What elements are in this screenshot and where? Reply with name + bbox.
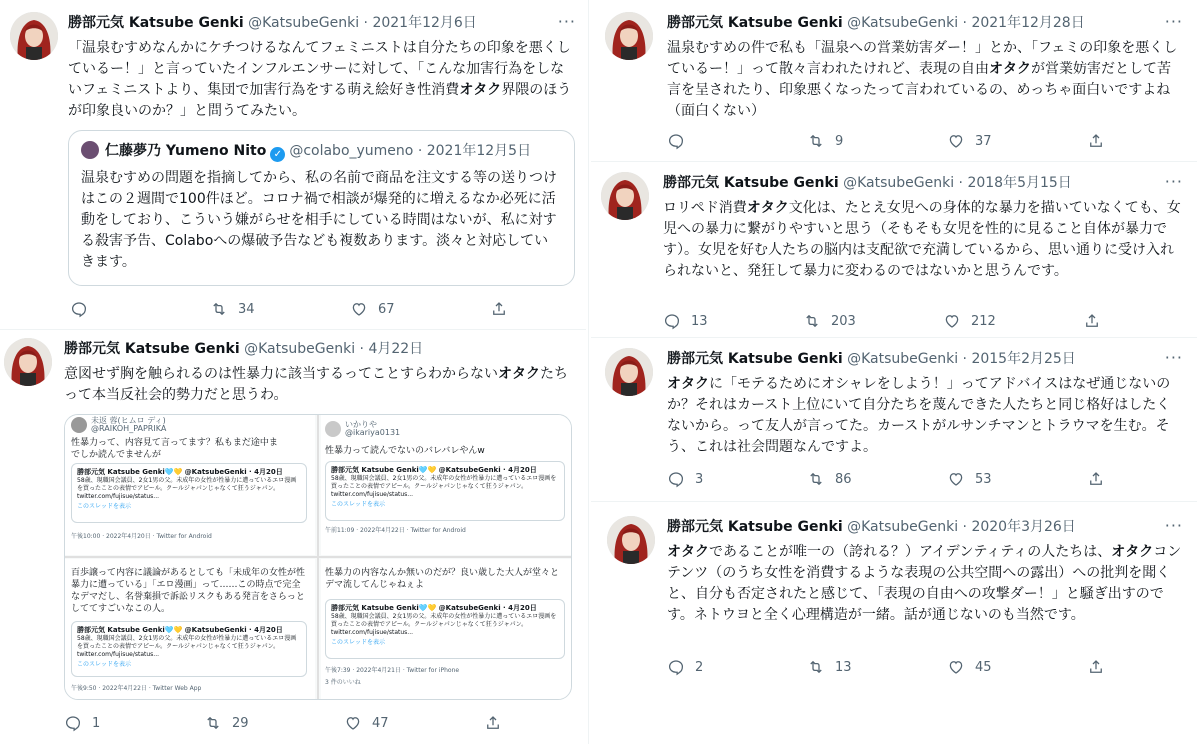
like-count: 53 bbox=[975, 471, 992, 487]
tweet-4[interactable] bbox=[591, 162, 1197, 338]
avatar[interactable] bbox=[607, 516, 655, 564]
like-icon bbox=[344, 714, 362, 732]
quote-tweet[interactable] bbox=[68, 130, 575, 286]
tweet-header bbox=[64, 340, 576, 358]
author-handle[interactable]: @KatsubeGenki bbox=[244, 341, 356, 357]
retweet-icon bbox=[803, 312, 821, 330]
reply-icon bbox=[667, 470, 685, 488]
text-part: たちって本当反社会的勢力だと思うわ。 bbox=[64, 366, 568, 403]
tweet-actions bbox=[667, 658, 1115, 676]
author-name[interactable]: 勝部元気 Katsube Genki bbox=[663, 175, 839, 191]
tweet-1[interactable] bbox=[0, 0, 586, 330]
like-button[interactable] bbox=[947, 132, 1087, 150]
author-name[interactable]: 勝部元気 Katsube Genki bbox=[667, 15, 843, 31]
screenshot-quote-text: 58歳、現職国会議員、2女1男の父。未成年の女性が性暴力に遭っているエロ漫画を買ったことの表情でアピール。クールジャパンじゃなくて狂うジャパン。twitter.com/fujisue/status... bbox=[331, 475, 557, 498]
like-icon bbox=[943, 312, 961, 330]
retweet-button[interactable] bbox=[803, 312, 943, 330]
reply-button[interactable] bbox=[70, 300, 210, 318]
reply-count: 13 bbox=[691, 313, 708, 329]
author-name[interactable]: 勝部元気 Katsube Genki bbox=[68, 15, 244, 31]
screenshot-quote-header: 勝部元気 Katsube Genki🩵💛 @KatsubeGenki · 4月20日 bbox=[77, 626, 283, 634]
screenshot-handle: @RAIKOH_PAPRIKA bbox=[91, 424, 167, 433]
separator-dot: · bbox=[958, 175, 963, 191]
share-button[interactable] bbox=[1087, 658, 1115, 676]
tweet-2[interactable] bbox=[0, 330, 586, 744]
right-column bbox=[591, 0, 1197, 744]
avatar[interactable] bbox=[605, 348, 653, 396]
reply-button[interactable] bbox=[667, 470, 807, 488]
separator-dot: · bbox=[962, 351, 967, 367]
tweet-actions bbox=[667, 132, 1115, 150]
tweet-text bbox=[663, 198, 1183, 282]
tweet-actions bbox=[64, 714, 512, 732]
tweet-actions bbox=[667, 470, 1115, 488]
tweet-header bbox=[667, 14, 1183, 32]
share-button[interactable] bbox=[1087, 470, 1115, 488]
avatar[interactable] bbox=[605, 12, 653, 60]
text-highlight: オタク bbox=[1111, 544, 1154, 560]
more-icon[interactable]: ··· bbox=[1164, 12, 1183, 31]
screenshot-quote bbox=[325, 461, 565, 521]
retweet-count: 13 bbox=[835, 659, 852, 675]
embedded-screenshot-1 bbox=[65, 415, 315, 555]
tweet-date[interactable]: 2018年5月15日 bbox=[967, 175, 1072, 191]
retweet-count: 86 bbox=[835, 471, 852, 487]
tweet-text bbox=[667, 38, 1183, 122]
separator-dot: · bbox=[962, 15, 967, 31]
retweet-count: 203 bbox=[831, 313, 856, 329]
author-name[interactable]: 勝部元気 Katsube Genki bbox=[667, 519, 843, 535]
column-divider bbox=[588, 0, 589, 744]
share-icon bbox=[1087, 132, 1105, 150]
retweet-icon bbox=[807, 658, 825, 676]
retweet-icon bbox=[204, 714, 222, 732]
reply-count: 1 bbox=[92, 715, 101, 731]
author-handle[interactable]: @KatsubeGenki bbox=[847, 351, 959, 367]
tweet-header bbox=[667, 350, 1183, 368]
tweet-6[interactable] bbox=[591, 504, 1197, 694]
tweet-text bbox=[68, 38, 576, 122]
tweet-actions bbox=[70, 300, 518, 318]
tweet-3[interactable] bbox=[591, 0, 1197, 162]
more-icon[interactable]: ··· bbox=[1164, 348, 1183, 367]
screenshot-user: 未返 蓉(ヒムロ ディ) bbox=[91, 416, 166, 425]
retweet-button[interactable] bbox=[807, 132, 947, 150]
text-highlight: オタク bbox=[667, 376, 709, 392]
verified-badge-icon: ✓ bbox=[270, 147, 285, 162]
author-handle[interactable]: @KatsubeGenki bbox=[847, 15, 959, 31]
author-handle[interactable]: @KatsubeGenki bbox=[847, 519, 959, 535]
screenshot-quote-text: 58歳、現職国会議員、2女1男の父。未成年の女性が性暴力に遭っているエロ漫画を買ったことの表情でアピール。クールジャパンじゃなくて狂うジャパン。twitter.com/fujisue/status... bbox=[77, 477, 297, 500]
retweet-button[interactable] bbox=[807, 658, 947, 676]
share-icon bbox=[1087, 470, 1105, 488]
avatar[interactable] bbox=[4, 338, 52, 386]
screenshot-quote-header: 勝部元気 Katsube Genki🩵💛 @KatsubeGenki · 4月20日 bbox=[331, 466, 537, 474]
text-highlight: オタク bbox=[667, 544, 709, 560]
retweet-icon bbox=[807, 132, 825, 150]
screenshot-timestamp: 午後9:50 · 2022年4月22日 · Twitter Web App bbox=[71, 685, 202, 692]
screenshot-text: 性暴力って読んでないのバレバレやんw bbox=[325, 446, 485, 456]
embedded-screenshot-3 bbox=[65, 559, 315, 699]
screenshot-like-count: 3 件のいいね bbox=[325, 679, 361, 686]
quote-text: 温泉むすめの問題を指摘してから、私の名前で商品を注文する等の送りつけはこの２週間で100件ほど。コロナ禍で相談が爆発的に増えるなか必死に活動をしており、こういう嫌がらせを相手にしている時間はないが、私に対する殺害予告、Colaboへの爆破予告なども複数あります。淡々と対応していきます。 bbox=[81, 170, 557, 270]
screenshot-timestamp: 午前11:09 · 2022年4月22日 · Twitter for Android bbox=[325, 527, 466, 534]
tweet-date[interactable]: 4月22日 bbox=[368, 341, 424, 357]
screenshot-avatar bbox=[71, 417, 87, 433]
screenshot-quote-header: 勝部元気 Katsube Genki🩵💛 @KatsubeGenki · 4月20日 bbox=[331, 604, 537, 612]
screenshot-text: 性暴力の内容なんか無いのだが？良い歳した大人が堂々とデマ流してんじゃねぇよ bbox=[325, 568, 560, 590]
like-count: 67 bbox=[378, 301, 395, 317]
share-icon bbox=[1083, 312, 1101, 330]
separator-dot: · bbox=[359, 341, 364, 357]
like-button[interactable] bbox=[943, 312, 1083, 330]
avatar[interactable] bbox=[10, 12, 58, 60]
screenshot-timestamp: 午後7:39 · 2022年4月21日 · Twitter for iPhone bbox=[325, 667, 460, 674]
reply-icon bbox=[663, 312, 681, 330]
retweet-button[interactable] bbox=[807, 470, 947, 488]
retweet-button[interactable] bbox=[204, 714, 344, 732]
tweet-header bbox=[68, 14, 576, 32]
quote-date: 2021年12月5日 bbox=[426, 143, 532, 159]
tweet-date[interactable]: 2020年3月26日 bbox=[971, 519, 1076, 535]
text-part: コンテンツ（のうち女性を消費するような表現の公共空間への露出）への批判を聞くと、自分も否定されたと感じて、「表現の自由への攻撃ダー！」と騒ぎ出すのです。ネトウヨと全く心理構造が一緒。話が通じないのも当然です。 bbox=[667, 544, 1182, 623]
retweet-icon bbox=[210, 300, 228, 318]
screenshot-quote bbox=[71, 463, 307, 523]
like-button[interactable] bbox=[947, 658, 1087, 676]
reply-icon bbox=[70, 300, 88, 318]
screenshot-text: 性暴力って、内容見て言ってます？私もまだ途中までしか読んでませんが bbox=[71, 438, 278, 460]
author-handle[interactable]: @KatsubeGenki bbox=[843, 175, 955, 191]
text-highlight: オタク bbox=[746, 200, 789, 216]
tweet-date[interactable]: 2021年12月28日 bbox=[971, 15, 1085, 31]
embedded-screenshot-2 bbox=[321, 415, 571, 555]
share-button[interactable] bbox=[1083, 312, 1111, 330]
screenshot-quote-text: 58歳、現職国会議員、2女1男の父。未成年の女性が性暴力に遭っているエロ漫画を買ったことの表情でアピール。クールジャパンじゃなくて狂うジャパン。twitter.com/fujisue/status... bbox=[331, 613, 557, 636]
reply-button[interactable] bbox=[663, 312, 803, 330]
like-icon bbox=[947, 658, 965, 676]
tweet-5[interactable] bbox=[591, 338, 1197, 502]
screenshot-thread-link: このスレッドを表示 bbox=[77, 661, 131, 668]
share-button[interactable] bbox=[1087, 132, 1115, 150]
reply-icon bbox=[64, 714, 82, 732]
avatar[interactable] bbox=[601, 172, 649, 220]
retweet-count: 34 bbox=[238, 301, 255, 317]
like-icon bbox=[350, 300, 368, 318]
like-button[interactable] bbox=[344, 714, 484, 732]
reply-icon bbox=[667, 132, 685, 150]
reply-count: 3 bbox=[695, 471, 704, 487]
separator-dot: · bbox=[962, 519, 967, 535]
screenshot-avatar bbox=[325, 421, 341, 437]
like-icon bbox=[947, 470, 965, 488]
text-part: に「モテるためにオシャレをしよう！」ってアドバイスはなぜ通じないのか？それはカースト上位にいて自分たちを蔑んできた人たちと同じ格好はしたくないから。って友人が言ってた。カーストがルサンチマンとトラウマを生む。そう、これは社会問題なんですよ。 bbox=[667, 376, 1171, 455]
share-icon bbox=[484, 714, 502, 732]
quote-avatar bbox=[81, 141, 99, 159]
tweet-actions bbox=[663, 312, 1111, 330]
text-part: 「温泉むすめなんかにケチつけるなんてフェミニストは自分たちの印象を悪くしているー！」と言っていたインフルエンサーに対して、「こんな加害行為をしないフェミニストより、集団で加害行為をする萌え絵好き性消費 bbox=[68, 40, 571, 98]
like-count: 212 bbox=[971, 313, 996, 329]
embedded-screenshot-4 bbox=[321, 559, 571, 699]
author-handle[interactable]: @KatsubeGenki bbox=[248, 15, 360, 31]
quote-author-name: 仁藤夢乃 Yumeno Nito bbox=[105, 143, 267, 159]
like-count: 45 bbox=[975, 659, 992, 675]
screenshot-thread-link: このスレッドを表示 bbox=[331, 639, 385, 646]
left-column bbox=[0, 0, 586, 744]
screenshot-handle: @ikariya0131 bbox=[345, 428, 401, 437]
share-button[interactable] bbox=[490, 300, 518, 318]
text-part: 文化は、たとえ女児への身体的な暴力を描いていなくても、女児への暴力に繋がりやすいと思う（そもそも女児を性的に見ること自体が暴力です）。女児を好む人たちの脳内は支配欲で充満しているから、思い通りに受け入れられないと、発狂して暴力に変わるのではないかと思うんです。 bbox=[663, 200, 1181, 279]
quote-header bbox=[81, 141, 562, 162]
text-part: が営業妨害だとして苦言を呈されたり、印象悪くなったって言われているの、めっちゃ面白いですよね（面白くない） bbox=[667, 61, 1171, 119]
like-count: 47 bbox=[372, 715, 389, 731]
screenshot-quote bbox=[325, 599, 565, 659]
reply-count: 2 bbox=[695, 659, 704, 675]
retweet-button[interactable] bbox=[210, 300, 350, 318]
retweet-icon bbox=[807, 470, 825, 488]
screenshot-timestamp: 午後10:00 · 2022年4月20日 · Twitter for Android bbox=[71, 533, 212, 540]
retweet-count: 9 bbox=[835, 133, 844, 149]
text-highlight: オタク bbox=[989, 61, 1031, 77]
more-icon[interactable]: ··· bbox=[1164, 516, 1183, 535]
tweet-text bbox=[64, 364, 576, 406]
tweet-date[interactable]: 2021年12月6日 bbox=[372, 15, 477, 31]
screenshot-divider bbox=[65, 556, 571, 558]
tweet-header bbox=[667, 518, 1183, 536]
reply-button[interactable] bbox=[667, 132, 807, 150]
screenshot-thread-link: このスレッドを表示 bbox=[77, 503, 131, 510]
reply-button[interactable] bbox=[64, 714, 204, 732]
reply-button[interactable] bbox=[667, 658, 807, 676]
screenshot-quote-text: 58歳、現職国会議員、2女1男の父。未成年の女性が性暴力に遭っているエロ漫画を買ったことの表情でアピール。クールジャパンじゃなくて狂うジャパン。twitter.com/fujisue/status... bbox=[77, 635, 297, 658]
like-button[interactable] bbox=[350, 300, 490, 318]
share-button[interactable] bbox=[484, 714, 512, 732]
reply-icon bbox=[667, 658, 685, 676]
like-button[interactable] bbox=[947, 470, 1087, 488]
screenshot-quote bbox=[71, 621, 307, 677]
text-part: 意図せず胸を触られるのは性暴力に該当するってことすらわからない bbox=[64, 366, 498, 382]
share-icon bbox=[490, 300, 508, 318]
text-part: 界隈のほうが印象良いのか？」と問うてみたい。 bbox=[68, 82, 572, 119]
separator-dot: · bbox=[363, 15, 368, 31]
quote-author-handle: @colabo_yumeno bbox=[289, 143, 414, 159]
author-name[interactable]: 勝部元気 Katsube Genki bbox=[667, 351, 843, 367]
text-highlight: オタク bbox=[459, 82, 502, 98]
attached-image[interactable] bbox=[64, 414, 572, 700]
more-icon[interactable]: ··· bbox=[557, 12, 576, 31]
tweet-text bbox=[667, 374, 1183, 458]
share-icon bbox=[1087, 658, 1105, 676]
tweet-header bbox=[663, 174, 1183, 192]
like-icon bbox=[947, 132, 965, 150]
author-name[interactable]: 勝部元気 Katsube Genki bbox=[64, 341, 240, 357]
text-highlight: オタク bbox=[498, 366, 540, 382]
screenshot-user: いかりや bbox=[345, 420, 377, 429]
tweet-date[interactable]: 2015年2月25日 bbox=[971, 351, 1076, 367]
more-icon[interactable]: ··· bbox=[1164, 172, 1183, 191]
text-part: であることが唯一の（誇れる？）アイデンティティの人たちは、 bbox=[709, 544, 1112, 560]
separator-dot: · bbox=[417, 143, 423, 159]
tweet-text bbox=[667, 542, 1183, 626]
retweet-count: 29 bbox=[232, 715, 249, 731]
text-part: ロリペド消費 bbox=[663, 200, 747, 216]
screenshot-text: 百歩譲って内容に議論があるとしても「未成年の女性が性暴力に遭っている」「エロ漫画」って……この時点で完全なデマだし、名誉棄損で訴訟リスクもある発言をさらっとしててすごいなこの人。 bbox=[71, 568, 306, 614]
text-part: 温泉むすめの件で私も「温泉への営業妨害ダー！」とか、「フェミの印象を悪くしているー！」って散々言われたけれど、表現の自由 bbox=[667, 40, 1178, 77]
like-count: 37 bbox=[975, 133, 992, 149]
screenshot-quote-header: 勝部元気 Katsube Genki🩵💛 @KatsubeGenki · 4月20日 bbox=[77, 468, 283, 476]
screenshot-thread-link: このスレッドを表示 bbox=[331, 501, 385, 508]
